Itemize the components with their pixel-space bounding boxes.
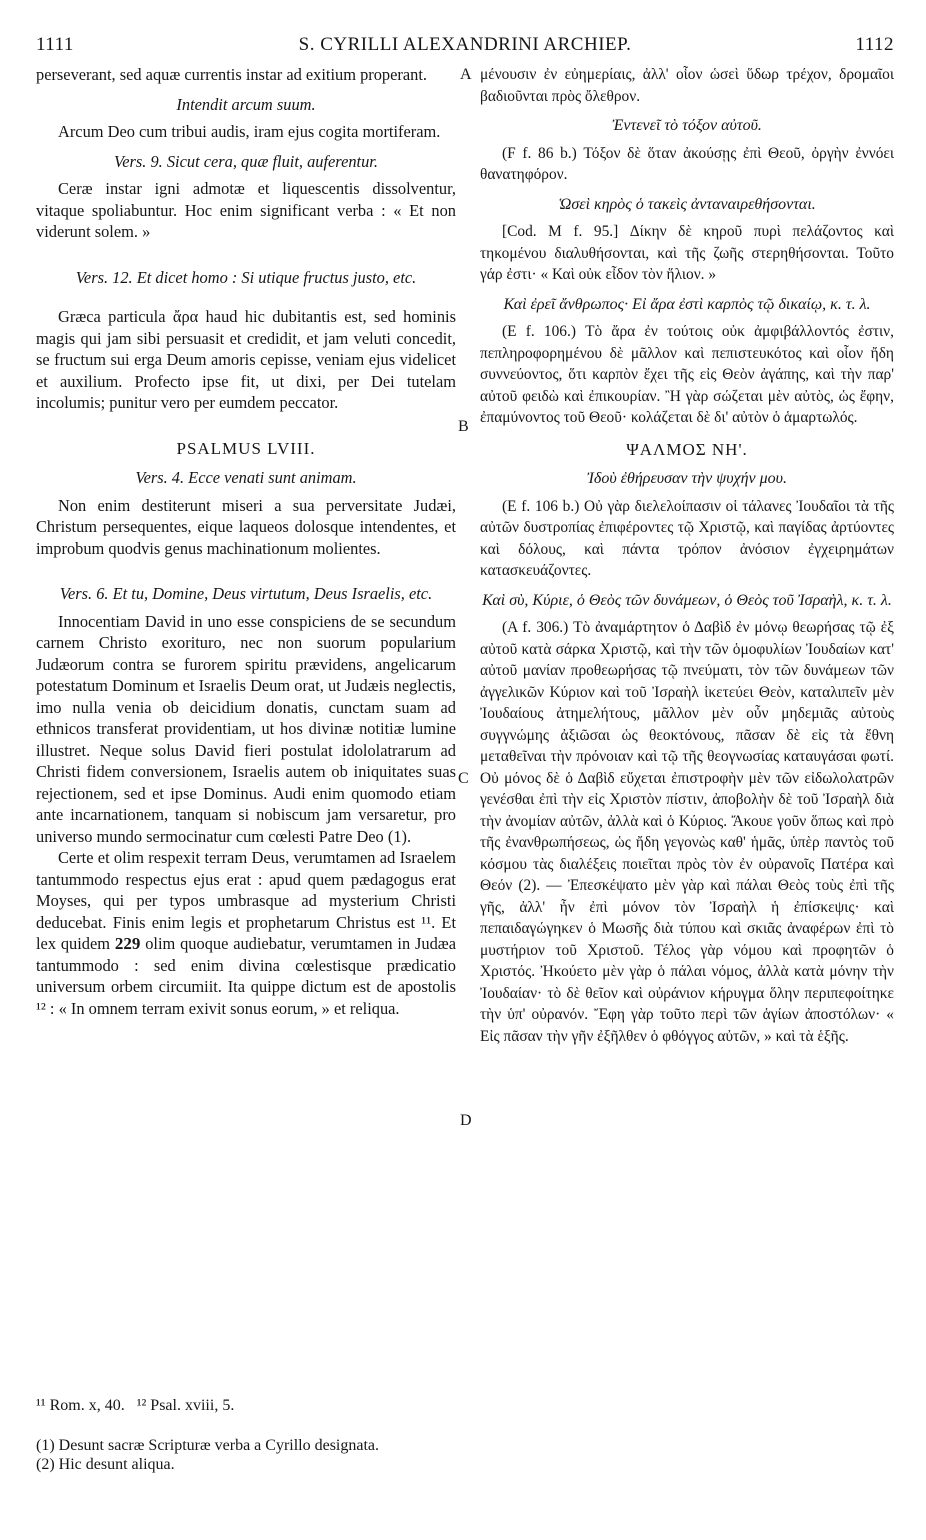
latin-lemma: Intendit arcum suum. <box>176 94 316 114</box>
greek-paragraph: (E f. 106.) Τὸ ἄρα ἐν τούτοις οὐκ ἀμφιβάλλοντός ἐστιν, πεπληροφορημένου δὲ μᾶλλον καὶ πεπιστευκότος καὶ οἷον ἤδη συννεύοντος, ὅτι καρπὸν ἔχει τῆς εἰς Θεὸν ἀγάπης, καὶ τὴν παρ' αὐτοῦ φειδὼ καὶ ἐπικουρίαν. Ἢ γὰρ σώζεται μὲν αὐτὸς, ὡς ἔφην, ἐπαμύνοντος τοῦ Θεοῦ· κολάζεται δὲ δι' αὐτὸν ὁ ἁμαρτωλός. <box>480 323 894 426</box>
latin-paragraph: Non enim destiterunt miseri a sua perversitate Judæi, Christum persequentes, eique laqueos dolosque intendentes, et improbum quodvis genus machinationum molientes. <box>36 495 456 558</box>
page-header <box>36 34 894 60</box>
footnote-2: (2) Hic desunt aliqua. <box>36 1456 175 1473</box>
column-number: 229 <box>114 934 141 953</box>
latin-text: Certe et olim respexit terram Deus, verumtamen ad Israelem tantummodo respectus ejus erat : apud quem pædagogus erat Moyses, qui per typos umbrasque ad mysterium Christi deducebat. Finis enim legis et prophetarum Christus est ¹¹. Et lex quidem <box>36 848 456 953</box>
margin-letter-c: C <box>458 770 469 787</box>
latin-paragraph <box>36 847 456 1019</box>
margin-letter-b: B <box>458 418 469 435</box>
page-number-right: 1112 <box>855 34 894 55</box>
latin-column <box>36 64 456 1019</box>
greek-paragraph: (F f. 86 b.) Τόξον δὲ ὅταν ἀκούσῃς ἐπὶ Θεοῦ, ὀργὴν ἐννόει θανατηφόρον. <box>480 144 894 183</box>
latin-paragraph: Innocentiam David in uno esse conspiciens de se secundum carnem Christo exorituro, nec non suorum popularium Judæorum contra se furorem spiritu prævidens, angelicarum potestatum Dominum et Israelis Deum orat, ut Judæis neglectis, imo nulla venia ob deicidium donatis, cunctam suam ad ethnicos transferat providentiam, ut hos divinæ notitiæ lumine illustret. Neque solus David fieri postulat idololatrarum ad Christi fidem conversionem, Israelis autem ob iniquitates suas rejectionem, sed et ipse Dominus. Audi enim quomodo etiam ante incarnationem, tanquam si nobiscum jam versaretur, pro universo mundo sermocinatur cum cœlesti Patre Deo (1). <box>36 611 456 846</box>
footnotes <box>36 1436 536 1474</box>
running-title: S. CYRILLI ALEXANDRINI ARCHIEP. <box>298 34 632 55</box>
latin-text: olim quoque audiebatur, verumtamen in Judæa tantummodo : sed enim divina cœlestisque prædicatio universum orbem circumiit. Ita quippe dictum est de apostolis ¹² : « In omnem terram exivit sonus eorum, » et reliqua. <box>36 934 456 1018</box>
greek-lemma: Καὶ σὺ, Κύριε, ὁ Θεὸς τῶν δυνάμεων, ὁ Θεὸς τοῦ Ἰσραὴλ, κ. τ. λ. <box>482 591 892 609</box>
latin-paragraph: Arcum Deo cum tribui audis, iram ejus cogita mortiferam. <box>58 122 441 141</box>
latin-psalm-heading: PSALMUS LVIII. <box>176 438 316 458</box>
greek-paragraph: μένουσιν ἐν εὐημερίαις, ἀλλ' οἷον ὡσεὶ ὕδωρ τρέχον, δρομαῖοι βαδιοῦνται πρὸς ὄλεθρον. <box>480 66 894 105</box>
reference-line: ¹¹ Rom. x, 40. ¹² Psal. xviii, 5. <box>36 1397 235 1414</box>
latin-lemma: Vers. 12. Et dicet homo : Si utique fructus justo, etc. <box>75 267 417 287</box>
scripture-references <box>36 1396 536 1415</box>
page-number-left: 1111 <box>36 34 74 55</box>
greek-lemma: Ἐντενεῖ τὸ τόξον αὐτοῦ. <box>612 117 762 134</box>
latin-lemma: Vers. 9. Sicut cera, quæ fluit, auferentur. <box>114 151 378 171</box>
latin-lemma: Vers. 4. Ecce venati sunt animam. <box>135 468 357 487</box>
footnote-1: (1) Desunt sacræ Scripturæ verba a Cyrillo designata. <box>36 1437 380 1454</box>
greek-lemma: Ἰδοὺ ἐθήρευσαν τὴν ψυχήν μου. <box>587 470 787 487</box>
latin-paragraph: Ceræ instar igni admotæ et liquescentis dissolventur, vitaque spoliabuntur. Hoc enim significant verba : « Et non viderunt solem. » <box>36 179 456 241</box>
greek-psalm-heading: ΨΑΛΜΟΣ ΝΗ'. <box>626 439 748 459</box>
greek-lemma: Καὶ ἐρεῖ ἄνθρωπος· Εἰ ἄρα ἐστὶ καρπὸς τῷ δικαίῳ, κ. τ. λ. <box>503 295 871 313</box>
greek-lemma: Ὡσεὶ κηρὸς ὁ τακεὶς ἀνταναιρεθήσονται. <box>558 195 816 213</box>
greek-paragraph: (E f. 106 b.) Οὐ γὰρ διελελοίπασιν οἱ τάλανες Ἰουδαῖοι τὰ τῆς αὐτῶν δυστροπίας ἐπιφέροντες τῷ Χριστῷ, καὶ παγίδας ἀρτύοντες καὶ δόλους, καὶ πάντα τρόπον ἀνόσιον ἐγχειρημάτων κατασκευάζοντες. <box>480 497 894 579</box>
latin-paragraph: Græca particula ἄρα haud hic dubitantis est, sed hominis magis qui jam sibi persuasit et credidit, et jam veluti concedit, se fructum sui erga Deum amoris cepisse, veniam ejus videlicet et auxilium. Profecto ipse fit, ut dixi, per Dei tutelam incolumis; punitur vero per eumdem peccator. <box>36 307 456 412</box>
margin-letter-d: D <box>460 1112 472 1129</box>
greek-paragraph: (A f. 306.) Τὸ ἀναμάρτητον ὁ Δαβὶδ ἐν μόνῳ θεωρήσας τῷ ἐξ αὐτοῦ κατὰ σάρκα Χριστῷ, καὶ τὴν τῶν ὁμοφυλίων Ἰουδαίων κατ' αὐτοῦ μανίαν προθεωρήσας τῷ πνεύματι, τὸν τῶν δυνάμεων τῶν ἀγγελικῶν Κύριον καὶ τοῦ Ἰσραὴλ ἱκετεύει Θεὸν, καταλιπεῖν μὲν Ἰουδαίους ἀτημελήτους, μᾶλλον μὲν οὖν μηδεμιᾶς αὐτοὺς συγγνώμης ἀξιῶσαι ὡς θεοκτόνους, πᾶσαν δὲ εἰς τὰ ἔθνη μεταθεῖναι τὴν πρόνοιαν καὶ τῷ τῆς θεογνωσίας καταυγάσαι φωτί. Οὐ μόνος δὲ ὁ Δαβὶδ εὔχεται ἐπιστροφὴν μὲν τῶν εἰδωλολατρῶν γενέσθαι ἐπὶ τὴν εἰς Χριστὸν πίστιν, ἀποβολὴν δὲ τοῦ Ἰσραὴλ διὰ τὴν ἀνομίαν αὐτῶν, ἀλλὰ καὶ ὁ Κύριος. Ἄκουε γοῦν ὅπως καὶ πρὸ τῆς ἐνανθρωπήσεως, ὡς ἤδη γεγονὼς καθ' ἡμᾶς, ὑπὲρ παντὸς τοῦ κόσμου τὰς διαλέξεις ποιεῖται πρὸς τὸν ἐν οὐρανοῖς Πατέρα καὶ Θεόν (2). — Ἐπεσκέψατο μὲν γὰρ καὶ πάλαι Θεὸς τοὺς ἐπὶ τῆς γῆς, ἀλλ' ἦν ἐπὶ μόνον τὸν Ἰσραὴλ ἡ ἐπίσκεψις· καὶ πεπαιδαγώγηκεν ὁ Μωσῆς διὰ τύπου καὶ σκιᾶς ἀναφέρων ἐπὶ τὸ μυστήριον τοῦ Χριστοῦ. Τέλος γὰρ νόμου καὶ προφητῶν ὁ Χριστός. Ἠκούετο μὲν γὰρ ὁ πάλαι νόμος, ἀλλὰ κατὰ μόνην τὴν Ἰουδαίαν· τὸ δὲ θεῖον καὶ οὐράνιον κήρυγμα ὅλην περιπεφοίτηκε τὴν ὑπ' οὐρανόν. Ἔφη γὰρ τοῦτο περὶ τῶν ἁγίων ἀποστόλων· « Εἰς πᾶσαν τὴν γῆν ἐξῆλθεν ὁ φθόγγος αὐτῶν, » καὶ τὰ ἑξῆς. <box>480 619 894 1045</box>
greek-column <box>480 64 894 1047</box>
margin-letter-a: A <box>460 66 472 83</box>
latin-paragraph: perseverant, sed aquæ currentis instar ad exitium properant. <box>36 65 427 84</box>
latin-lemma: Vers. 6. Et tu, Domine, Deus virtutum, Deus Israelis, etc. <box>59 584 433 603</box>
greek-paragraph: [Cod. M f. 95.] Δίκην δὲ κηροῦ πυρὶ πελάζοντος καὶ τηκομένου διαλυθήσονται, καὶ τῆς ζωῆς στερηθήσονται. Τοῦτο γάρ ἐστι· « Καὶ οὐκ εἶδον τὸν ἥλιον. » <box>480 223 894 283</box>
